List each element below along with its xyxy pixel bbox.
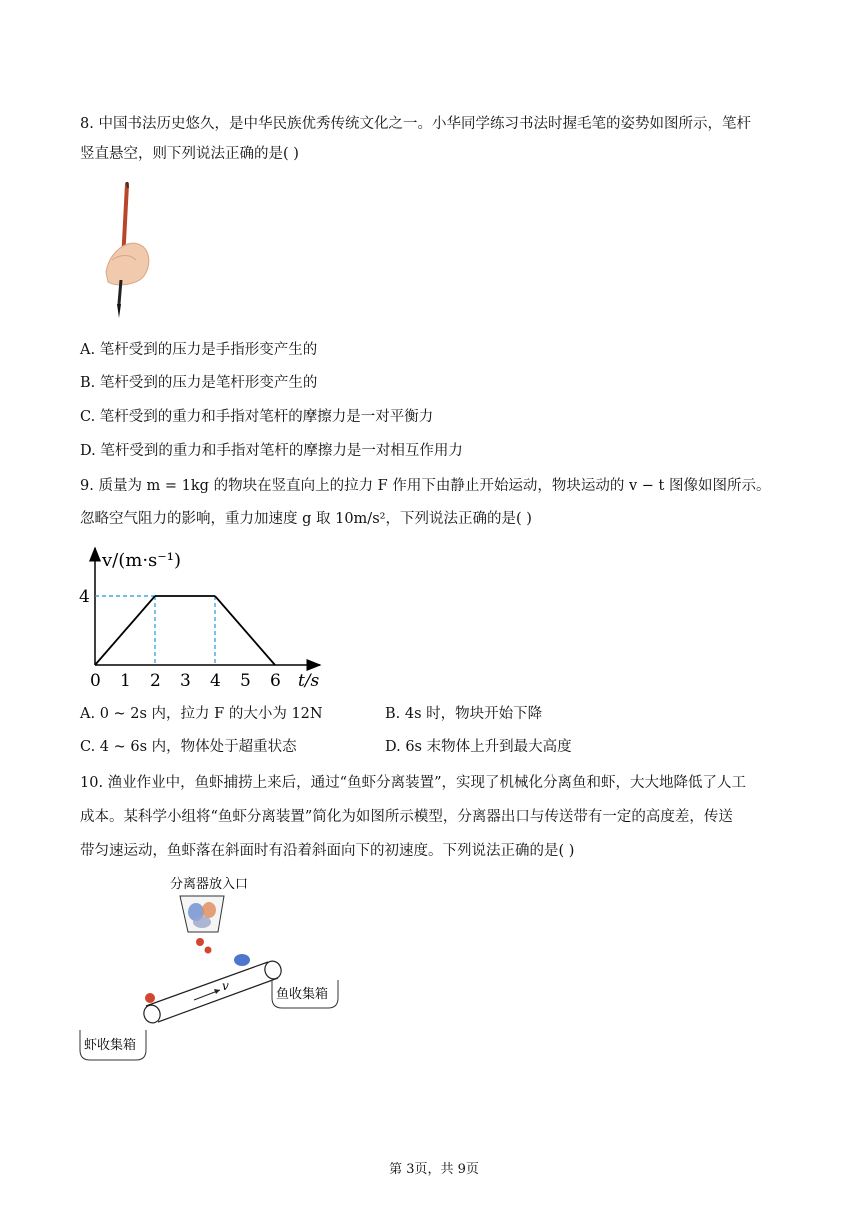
x-tick-label-5: 5 <box>240 671 251 691</box>
v-t-chart <box>76 540 332 695</box>
q9-option-b: B. 4s 时，物块开始下降 <box>385 706 543 722</box>
q10-line1: 10. 渔业作业中，鱼虾捕捞上来后，通过“鱼虾分离装置”，实现了机械化分离鱼和虾，大大地降低了人工 <box>80 775 746 791</box>
q8-option-c: C. 笔杆受到的重力和手指对笔杆的摩擦力是一对平衡力 <box>80 409 434 425</box>
page-footer: 第 3页，共 9页 <box>389 1162 479 1177</box>
inlet-label: 分离器放入口 <box>170 877 249 892</box>
conveyor-belt <box>141 959 283 1025</box>
x-tick-label-0: 0 <box>90 671 101 691</box>
q9-option-d: D. 6s 末物体上升到最大高度 <box>385 739 572 755</box>
x-tick-label-3: 3 <box>180 671 191 691</box>
q9-option-a: A. 0 ~ 2s 内，拉力 F 的大小为 12N <box>80 706 323 722</box>
x-tick-label-1: 1 <box>120 671 131 691</box>
shrimp-box-label: 虾收集箱 <box>84 1038 137 1053</box>
q10-line3: 带匀速运动，鱼虾落在斜面时有沿着斜面向下的初速度。下列说法正确的是( ) <box>80 843 575 859</box>
q9-option-c: C. 4 ~ 6s 内，物体处于超重状态 <box>80 739 297 755</box>
q9-line1: 9. 质量为 m = 1kg 的物块在竖直向上的拉力 F 作用下由静止开始运动，物块运动的 v − t 图像如图所示。 <box>80 478 771 494</box>
falling-shrimp <box>196 938 204 946</box>
q8-option-d: D. 笔杆受到的重力和手指对笔杆的摩擦力是一对相互作用力 <box>80 443 463 459</box>
series-segment-2 <box>215 596 275 665</box>
q10-line2: 成本。某科学小组将“鱼虾分离装置”简化为如图所示模型，分离器出口与传送带有一定的高度差，传送 <box>80 809 733 825</box>
q9-line2: 忽略空气阻力的影响，重力加速度 g 取 10m/s²，下列说法正确的是( ) <box>80 511 532 527</box>
x-axis-label: t/s <box>298 671 320 691</box>
q8-line2: 竖直悬空，则下列说法正确的是( ) <box>80 146 299 162</box>
y-axis-label: v/(m·s⁻¹) <box>102 550 182 571</box>
brush-hand-image <box>98 180 158 322</box>
x-tick-label-2: 2 <box>150 671 161 691</box>
fish-box-label: 鱼收集箱 <box>276 987 329 1002</box>
velocity-label: v <box>222 979 229 993</box>
q8-line1: 8. 中国书法历史悠久，是中华民族优秀传统文化之一。小华同学练习书法时握毛笔的姿势如图所示，笔杆 <box>80 116 751 132</box>
series-segment-0 <box>95 596 155 665</box>
x-tick-label-6: 6 <box>270 671 281 691</box>
fish-shrimp-separator-diagram <box>76 866 376 1066</box>
q8-option-b: B. 笔杆受到的压力是笔杆形变产生的 <box>80 375 318 391</box>
q8-option-a: A. 笔杆受到的压力是手指形变产生的 <box>80 342 318 358</box>
x-tick-label-4: 4 <box>210 671 221 691</box>
shrimp-icon <box>145 993 155 1003</box>
fish-icon <box>234 954 250 966</box>
y-tick-label-4: 4 <box>79 587 90 607</box>
